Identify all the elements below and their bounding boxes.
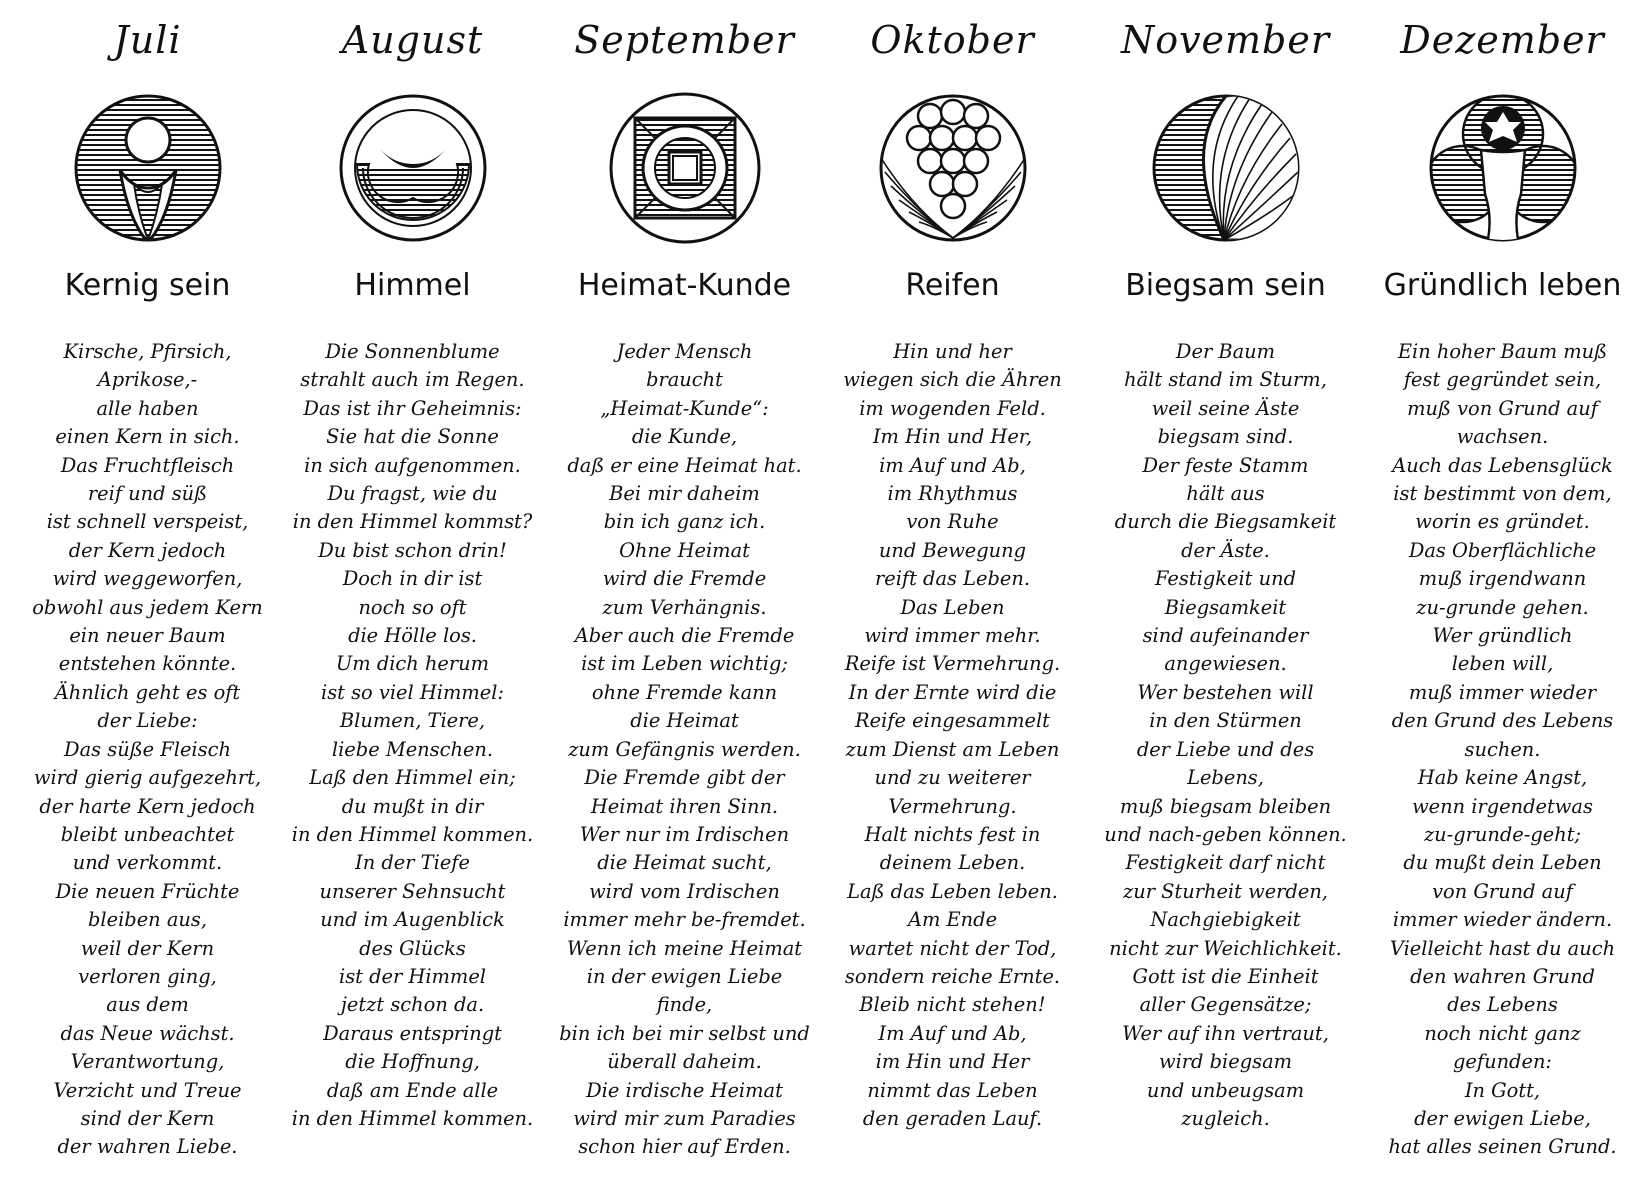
poem-line: deinem Leben. (879, 851, 1026, 875)
poem-line: durch die Biegsamkeit (1114, 510, 1337, 534)
poem-line: ohne Fremde kann (591, 680, 778, 704)
poem-line: Aprikose,- (97, 368, 198, 392)
poem-line: bin ich ganz ich. (603, 510, 766, 534)
theme-title: Reifen (905, 268, 1000, 303)
month-title: August (341, 18, 484, 62)
cherry-fruit-icon (68, 88, 228, 248)
poem-line: du mußt dein Leben (1403, 851, 1602, 875)
poem-line: und Bewegung (878, 538, 1027, 562)
poem-line: worin es gründet. (1415, 510, 1590, 534)
poem-line: den wahren Grund (1410, 964, 1595, 988)
poem-text (2, 338, 293, 1162)
poem-text (807, 338, 1098, 1133)
poem-line: Doch in dir ist (342, 567, 483, 591)
poem-line: Hin und her (893, 340, 1012, 363)
poem-line: muß irgendwann (1418, 567, 1587, 591)
poem-line: fest gegründet sein, (1403, 368, 1602, 392)
poem-line: sondern reiche Ernte. (844, 964, 1061, 988)
poem-line: Wer bestehen will (1137, 680, 1314, 704)
poem-line: zum Gefängnis werden. (568, 737, 801, 761)
poem-line: wiegen sich die Ähren (843, 368, 1062, 392)
poem-line: Wer auf ihn vertraut, (1122, 1021, 1329, 1045)
nested-squares-icon (605, 88, 765, 248)
poem-line: zugleich. (1181, 1106, 1270, 1130)
poem-line: die Hoffnung, (345, 1050, 480, 1074)
poem-line: Aber auch die Fremde (574, 624, 795, 648)
poem-line: muß biegsam bleiben (1119, 794, 1332, 818)
poem-line: zum Dienst am Leben (845, 737, 1060, 761)
poem-line: Du fragst, wie du (327, 482, 498, 506)
poem-line: der harte Kern jedoch (39, 794, 256, 818)
poem-line: braucht (646, 368, 723, 392)
poem-line: zum Verhängnis. (602, 595, 767, 619)
poem-line: Blumen, Tiere, (339, 709, 486, 733)
poem-line: Die irdische Heimat (586, 1078, 783, 1102)
poem-line: in sich aufgenommen. (304, 453, 521, 477)
poem-line: und verkommt. (72, 851, 223, 875)
poem-line: aus dem (106, 993, 189, 1017)
poem-line: Du bist schon drin! (318, 538, 507, 562)
poem-line: Bei mir daheim (609, 482, 760, 506)
poem-line: ist der Himmel (339, 964, 486, 988)
poem-line: unserer Sehnsucht (319, 879, 506, 903)
poem-line: im wogenden Feld. (859, 396, 1046, 420)
poem-line: und zu weiterer (874, 766, 1031, 790)
poem-line: Sie hat die Sonne (326, 425, 499, 449)
poem-line: hält stand im Sturm, (1124, 368, 1327, 392)
poem-line: von Grund auf (1432, 879, 1573, 903)
poem-line: entstehen könnte. (58, 652, 237, 676)
poem-line: Gott ist die Einheit (1132, 964, 1319, 988)
poem-line: der Liebe und des (1136, 737, 1315, 761)
poem-line: zu-grunde gehen. (1416, 595, 1589, 619)
poem-line: Die Sonnenblume (325, 340, 500, 363)
poem-line: Wenn ich meine Heimat (566, 936, 803, 960)
poem-line: Am Ende (907, 908, 998, 932)
poem-line: nimmt das Leben (867, 1078, 1038, 1102)
poem-line: überall daheim. (607, 1050, 762, 1074)
theme-title: Biegsam sein (1125, 268, 1326, 303)
poem-line: wird mir zum Paradies (573, 1106, 796, 1130)
poem-line: biegsam sind. (1157, 425, 1294, 449)
poem-line: ist im Leben wichtig; (581, 652, 788, 676)
month-title: Oktober (870, 18, 1035, 62)
poem-line: alle haben (96, 396, 199, 420)
poem-line: suchen. (1464, 737, 1541, 761)
poem-line: weil der Kern (80, 936, 215, 960)
poem-line: sind aufeinander (1142, 624, 1309, 648)
poem-line: immer wieder ändern. (1392, 908, 1613, 932)
poem-line: wartet nicht der Tod, (848, 936, 1057, 960)
month-title: Juli (113, 18, 182, 62)
poem-line: Ähnlich geht es oft (54, 680, 241, 704)
poem-line: im Hin und Her (875, 1050, 1030, 1074)
poem-line: Festigkeit darf nicht (1125, 851, 1326, 875)
poem-line: ist so viel Himmel: (321, 680, 504, 704)
grape-bunch-icon (873, 88, 1033, 248)
poem-line: bleiben aus, (88, 908, 207, 932)
poem-line: daß am Ende alle (326, 1078, 499, 1102)
poem-line: Im Auf und Ab, (878, 1021, 1027, 1045)
poem-line: Laß den Himmel ein; (309, 766, 516, 790)
poem-line: in den Himmel kommst? (292, 510, 533, 534)
poem-line: Jeder Mensch (616, 340, 753, 363)
poem-line: In der Ernte wird die (848, 680, 1057, 704)
poem-line: reif und süß (87, 482, 208, 506)
poem-line: den geraden Lauf. (862, 1106, 1043, 1130)
poem-line: sind der Kern (80, 1106, 215, 1130)
poem-line: daß er eine Heimat hat. (567, 453, 802, 477)
poem-line: Das ist ihr Geheimnis: (303, 396, 522, 420)
poem-line: muß von Grund auf (1407, 396, 1598, 420)
poem-text (1080, 338, 1371, 1133)
poem-line: den Grund des Lebens (1391, 709, 1614, 733)
poem-line: Bleib nicht stehen! (859, 993, 1046, 1017)
poem-line: Ein hoher Baum muß (1397, 340, 1608, 363)
poem-line: hat alles seinen Grund. (1388, 1135, 1617, 1159)
poem-line: in den Stürmen (1149, 709, 1302, 733)
poem-line: Festigkeit und (1155, 567, 1296, 591)
poem-line: Wer nur im Irdischen (579, 822, 790, 846)
poem-line: wird immer mehr. (864, 624, 1041, 648)
poem-line: das Neue wächst. (60, 1021, 235, 1045)
poem-line: wird vom Irdischen (589, 879, 780, 903)
theme-title: Gründlich leben (1383, 268, 1622, 303)
poem-line: im Rhythmus (887, 482, 1018, 506)
poem-line: Vermehrung. (888, 794, 1017, 818)
poem-line: in den Himmel kommen. (291, 1106, 534, 1130)
poem-line: und im Augenblick (320, 908, 505, 932)
poem-line: In der Tiefe (355, 851, 470, 875)
poem-line: und nach-geben können. (1104, 822, 1347, 846)
poem-line: In Gott, (1464, 1078, 1541, 1102)
poem-line: muß immer wieder (1408, 680, 1597, 704)
poem-line: Das Fruchtfleisch (60, 453, 235, 477)
poem-line: weil seine Äste (1151, 396, 1300, 420)
poem-line: Im Hin und Her, (872, 425, 1033, 449)
poem-line: ein neuer Baum (69, 624, 226, 648)
poem-line: ist schnell verspeist, (46, 510, 249, 534)
poem-line: in der ewigen Liebe (586, 964, 783, 988)
poem-line: Verzicht und Treue (53, 1078, 242, 1102)
poem-line: im Auf und Ab, (879, 453, 1026, 477)
poem-line: von Ruhe (906, 510, 999, 534)
poem-line: immer mehr be-fremdet. (563, 908, 806, 932)
poem-line: zu-grunde-geht; (1423, 822, 1582, 846)
poem-line: Ohne Heimat (619, 538, 750, 562)
poem-line: Daraus entspringt (323, 1021, 502, 1045)
poem-line: bleibt unbeachtet (60, 822, 235, 846)
star-tree-icon (1423, 88, 1583, 248)
poem-line: Biegsamkeit (1164, 595, 1287, 619)
poem-line: du mußt in dir (341, 794, 484, 818)
poem-line: der wahren Liebe. (57, 1135, 238, 1159)
poem-line: Reife ist Vermehrung. (844, 652, 1061, 676)
poem-line: wird biegsam (1158, 1050, 1293, 1074)
month-title: November (1120, 18, 1331, 62)
poem-line: hält aus (1186, 482, 1265, 506)
theme-title: Kernig sein (64, 268, 231, 303)
poem-line: Halt nichts fest in (864, 822, 1041, 846)
poem-line: die Kunde, (631, 425, 738, 449)
poem-text (539, 338, 830, 1162)
poem-line: Um dich herum (335, 652, 490, 676)
poem-line: Laß das Leben leben. (847, 879, 1058, 903)
poem-line: Das süße Fleisch (64, 737, 231, 761)
poem-line: einen Kern in sich. (55, 425, 240, 449)
poem-line: des Lebens (1447, 993, 1558, 1017)
poem-line: Lebens, (1187, 766, 1264, 790)
poem-line: ist bestimmt von dem, (1393, 482, 1612, 506)
poem-line: wachsen. (1456, 425, 1549, 449)
poem-line: Vielleicht hast du auch (1389, 936, 1616, 960)
poem-line: Der Baum (1175, 340, 1276, 363)
theme-title: Himmel (354, 268, 471, 303)
poem-line: leben will, (1451, 652, 1554, 676)
poem-line: nicht zur Weichlichkeit. (1109, 936, 1342, 960)
poem-line: zur Sturheit werden, (1123, 879, 1328, 903)
poem-line: in den Himmel kommen. (291, 822, 534, 846)
month-title: Dezember (1400, 18, 1605, 62)
poem-line: liebe Menschen. (331, 737, 494, 761)
poem-line: und unbeugsam (1146, 1078, 1305, 1102)
poem-line: wird gierig aufgezehrt, (33, 766, 262, 790)
poem-line: Auch das Lebensglück (1392, 453, 1613, 477)
poem-line: die Hölle los. (348, 624, 477, 648)
poem-line: die Heimat (630, 709, 739, 733)
poem-line: Die neuen Früchte (55, 879, 240, 903)
poem-line: verloren ging, (78, 964, 217, 988)
poem-line: die Heimat sucht, (597, 851, 772, 875)
poem-line: aller Gegensätze; (1139, 993, 1312, 1017)
poem-line: „Heimat-Kunde“: (600, 396, 769, 420)
theme-title: Heimat-Kunde (577, 268, 792, 303)
poem-text (1357, 338, 1648, 1162)
poem-line: Kirsche, Pfirsich, (63, 340, 232, 363)
poem-line: Wer gründlich (1432, 624, 1573, 648)
poem-line: gefunden: (1453, 1050, 1552, 1074)
poem-line: obwohl aus jedem Kern (32, 595, 263, 619)
poem-line: der Äste. (1181, 538, 1270, 562)
month-title: September (574, 18, 795, 62)
poem-text (267, 338, 558, 1133)
poem-line: Reife eingesammelt (855, 709, 1050, 733)
poem-line: Verantwortung, (70, 1050, 225, 1074)
poem-line: noch nicht ganz (1424, 1021, 1581, 1045)
poem-line: strahlt auch im Regen. (300, 368, 525, 392)
poem-line: Die Fremde gibt der (584, 766, 785, 790)
poem-line: der Liebe: (97, 709, 198, 733)
poem-line: angewiesen. (1164, 652, 1287, 676)
poem-line: Das Leben (900, 595, 1005, 619)
poem-line: reift das Leben. (874, 567, 1031, 591)
poem-line: Nachgiebigkeit (1150, 908, 1301, 932)
poem-line: Hab keine Angst, (1417, 766, 1588, 790)
poem-line: jetzt schon da. (340, 993, 485, 1017)
poem-line: schon hier auf Erden. (578, 1135, 791, 1159)
bending-branches-icon (1146, 88, 1306, 248)
poem-line: der Kern jedoch (68, 538, 227, 562)
poem-line: noch so oft (358, 595, 467, 619)
poem-line: Heimat ihren Sinn. (590, 794, 779, 818)
poem-line: wenn irgendetwas (1412, 794, 1593, 818)
poem-line: wird die Fremde (602, 567, 767, 591)
poem-line: des Glücks (359, 936, 466, 960)
poem-line: der ewigen Liebe, (1414, 1106, 1591, 1130)
poem-line: bin ich bei mir selbst und (559, 1021, 810, 1045)
sun-bowl-icon (333, 88, 493, 248)
poem-line: Der feste Stamm (1142, 453, 1309, 477)
poem-line: Das Oberflächliche (1408, 538, 1597, 562)
poem-line: finde, (656, 993, 713, 1017)
poem-line: wird weggeworfen, (52, 567, 243, 591)
